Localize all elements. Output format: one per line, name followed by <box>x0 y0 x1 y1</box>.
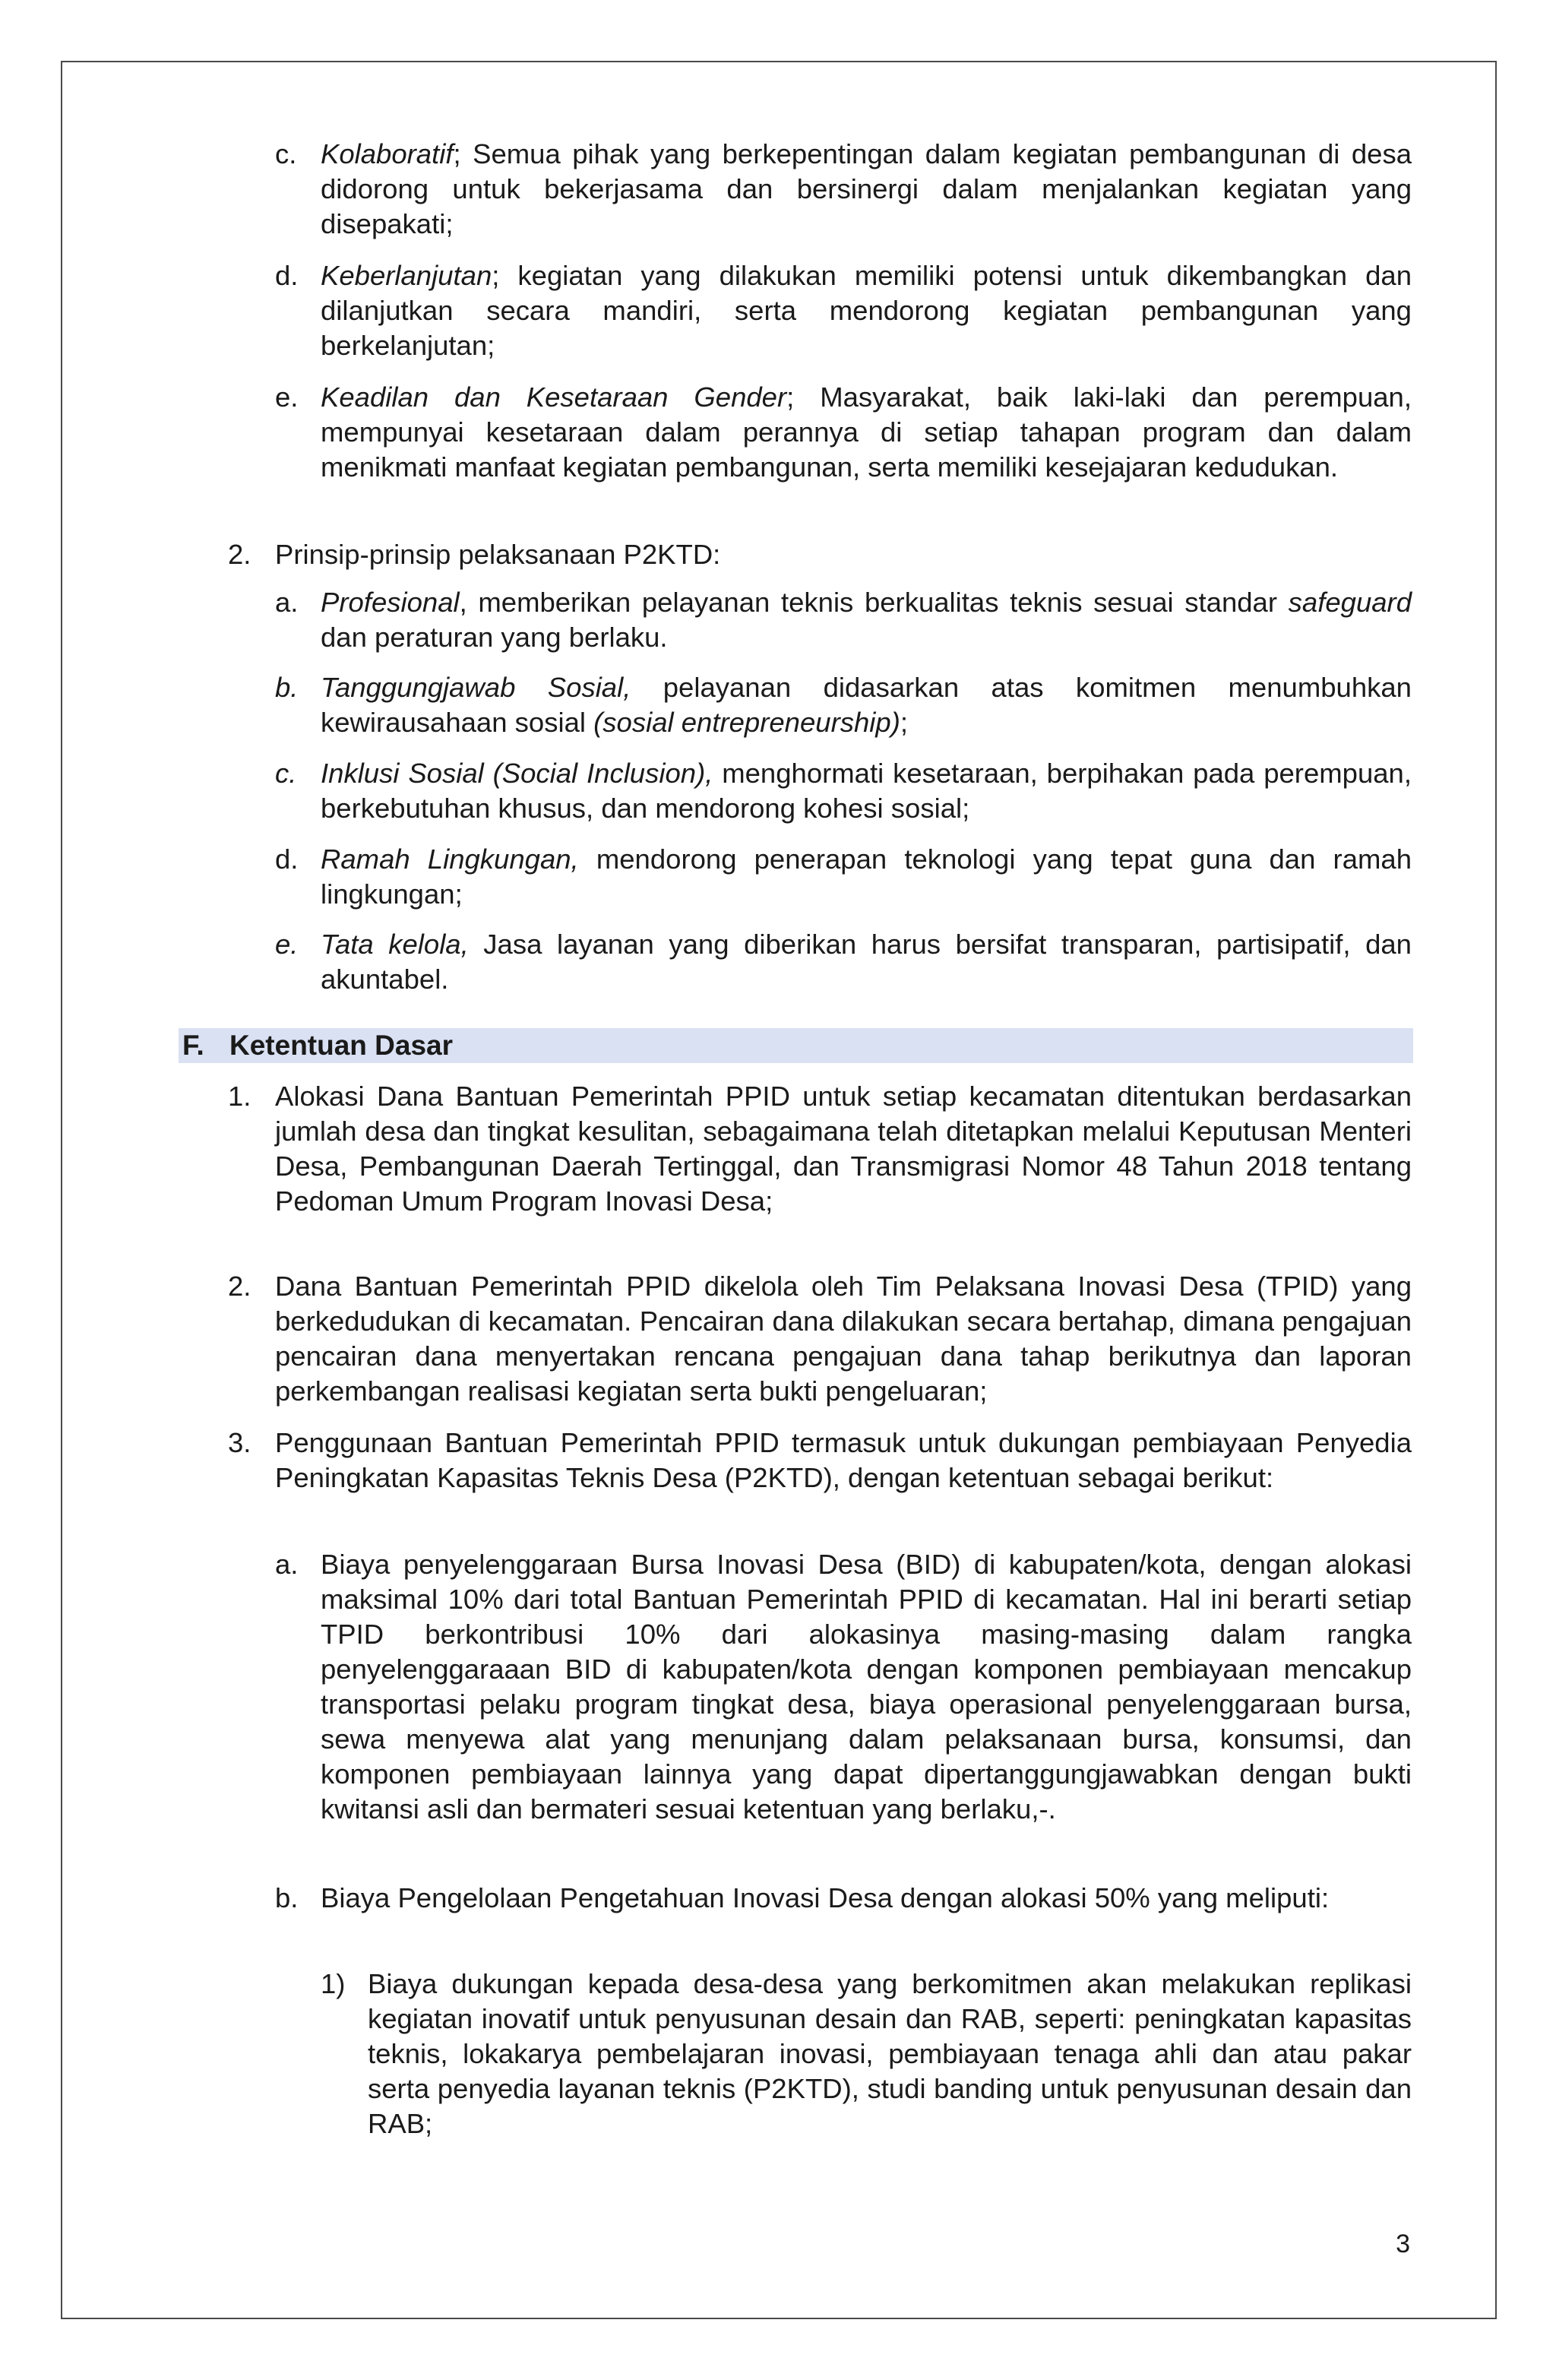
provision-3b: Biaya Pengelolaan Pengetahuan Inovasi Desa dengan alokasi 50% yang meliputi: <box>321 1882 1330 1913</box>
provision-3: Penggunaan Bantuan Pemerintah PPID termasuk untuk dukungan pembiayaan Penyedia Peningkatan Kapasitas Teknis Desa (P2KTD), dengan ketentuan sebagai berikut: <box>275 1427 1412 1493</box>
principles-p2ktd-title: Prinsip-prinsip pelaksanaan P2KTD: <box>275 539 721 570</box>
list-marker: c. <box>275 758 297 789</box>
principle-keberlanjutan: Keberlanjutan; kegiatan yang dilakukan memiliki potensi untuk dikembangkan dan dilanjutkan secara mandiri, serta mendorong kegiatan pembangunan yang berkelanjutan; <box>321 260 1412 361</box>
principle-keadilan-gender: Keadilan dan Kesetaraan Gender; Masyarakat, baik laki-laki dan perempuan, mempunyai kesetaraan dalam perannya di setiap tahapan program dan dalam menikmati manfaat kegiatan pembangunan, serta memiliki kesejajaran kedudukan. <box>321 381 1412 483</box>
list-marker: c. <box>275 138 297 169</box>
provision-3a: Biaya penyelenggaraan Bursa Inovasi Desa (BID) di kabupaten/kota, dengan alokasi maksimal 10% dari total Bantuan Pemerintah PPID di kecamatan. Hal ini berarti setiap TPID berkontribusi 10% dari alokasinya masing-masing dalam rangka penyelenggaraaan BID di kabupaten/kota dengan komponen pembiayaan mencakup transportasi pelaku program tingkat desa, biaya operasional penyelenggaraan bursa, sewa menyewa alat yang menunjang dalam pelaksanaan bursa, konsumsi, dan komponen pembiayaan lainnya yang dapat dipertanggungjawabkan dengan bukti kwitansi asli dan bermateri sesuai ketentuan yang berlaku,-. <box>321 1549 1412 1825</box>
list-marker: e. <box>275 929 299 960</box>
section-heading-title: Ketentuan Dasar <box>229 1030 454 1061</box>
list-marker: 1. <box>228 1081 251 1112</box>
section-heading-marker: F. <box>182 1030 204 1061</box>
provision-3b-1: Biaya dukungan kepada desa-desa yang berkomitmen akan melakukan replikasi kegiatan inovatif untuk penyusunan desain dan RAB, seperti: peningkatan kapasitas teknis, lokakarya pembelajaran inovasi, pembiayaan tenaga ahli dan atau pakar serta penyedia layanan teknis (P2KTD), studi banding untuk penyusunan desain dan RAB; <box>368 1968 1412 2139</box>
list-marker: b. <box>275 672 299 703</box>
provision-2: Dana Bantuan Pemerintah PPID dikelola oleh Tim Pelaksana Inovasi Desa (TPID) yang berkedudukan di kecamatan. Pencairan dana dilakukan secara bertahap, dimana pengajuan pencairan dana menyertakan rencana pengajuan dana tahap berikutnya dan laporan perkembangan realisasi kegiatan serta bukti pengeluaran; <box>275 1271 1412 1407</box>
principle-profesional: Profesional, memberikan pelayanan teknis berkualitas teknis sesuai standar safeguard dan peraturan yang berlaku. <box>321 587 1412 653</box>
provision-1: Alokasi Dana Bantuan Pemerintah PPID untuk setiap kecamatan ditentukan berdasarkan jumlah desa dan tingkat kesulitan, sebagaimana telah ditetapkan melalui Keputusan Menteri Desa, Pembangunan Daerah Tertinggal, dan Transmigrasi Nomor 48 Tahun 2018 tentang Pedoman Umum Program Inovasi Desa; <box>275 1081 1412 1217</box>
principle-tanggungjawab-sosial: Tanggungjawab Sosial, pelayanan didasarkan atas komitmen menumbuhkan kewirausahaan sosial (sosial entrepreneurship); <box>321 672 1412 738</box>
list-marker: a. <box>275 587 299 618</box>
list-marker: 3. <box>228 1427 251 1458</box>
list-marker: 1) <box>321 1968 346 1999</box>
list-marker: 2. <box>228 1271 251 1302</box>
list-marker: e. <box>275 381 299 413</box>
list-marker: a. <box>275 1549 299 1580</box>
principle-inklusi-sosial: Inklusi Sosial (Social Inclusion), menghormati kesetaraan, berpihakan pada perempuan, berkebutuhan khusus, dan mendorong kohesi sosial; <box>321 758 1412 824</box>
list-marker: b. <box>275 1882 299 1913</box>
principle-ramah-lingkungan: Ramah Lingkungan, mendorong penerapan teknologi yang tepat guna dan ramah lingkungan; <box>321 843 1412 910</box>
page-number: 3 <box>1396 2230 1410 2258</box>
principle-tata-kelola: Tata kelola, Jasa layanan yang diberikan harus bersifat transparan, partisipatif, dan akuntabel. <box>321 929 1412 995</box>
list-marker: d. <box>275 260 299 291</box>
list-marker: d. <box>275 843 299 875</box>
principle-kolaboratif: Kolaboratif; Semua pihak yang berkepentingan dalam kegiatan pembangunan di desa didorong untuk bekerjasama dan bersinergi dalam menjalankan kegiatan yang disepakati; <box>321 138 1412 239</box>
list-marker: 2. <box>228 539 251 570</box>
